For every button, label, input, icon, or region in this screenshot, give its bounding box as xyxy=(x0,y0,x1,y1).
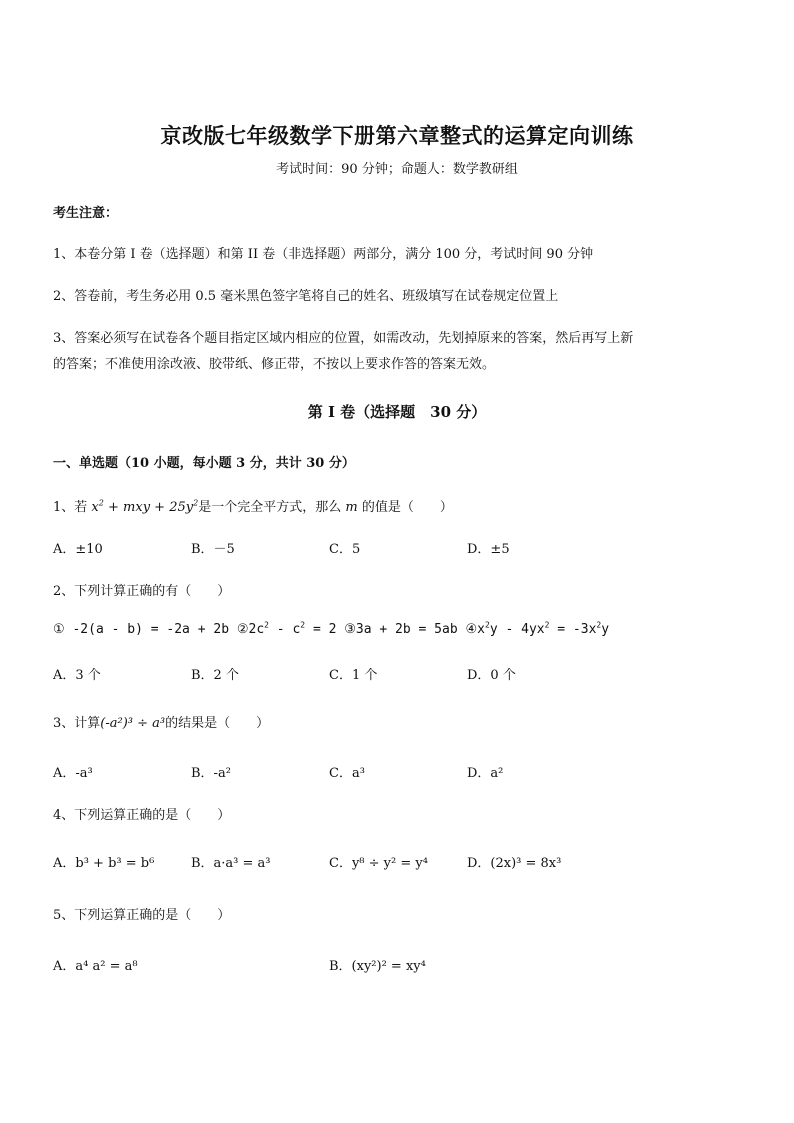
question-3-option-a[interactable]: A．-a³ xyxy=(53,766,93,781)
question-1-option-b[interactable]: B．－5 xyxy=(191,542,235,557)
document-title: 京改版七年级数学下册第六章整式的运算定向训练 xyxy=(160,123,634,148)
question-4-option-d[interactable]: D．(2x)³ = 8x³ xyxy=(467,856,562,871)
question-5-option-b[interactable]: B．(xy²)² = xy⁴ xyxy=(329,959,426,974)
question-4-option-a[interactable]: A．b³ + b³ = b⁶ xyxy=(53,856,155,871)
question-3-option-b[interactable]: B．-a² xyxy=(191,766,231,781)
question-1-option-a[interactable]: A．±10 xyxy=(53,542,103,557)
question-1-option-d[interactable]: D．±5 xyxy=(467,542,510,557)
question-3-option-d[interactable]: D．a² xyxy=(467,766,504,781)
part-heading: 一、单选题（10 小题，每小题 3 分，共计 30 分） xyxy=(53,456,355,471)
question-1-option-c[interactable]: C．5 xyxy=(329,542,361,557)
expression-3: ③3a + 2b = 5ab xyxy=(344,622,458,637)
question-3-option-c[interactable]: C．a³ xyxy=(329,766,365,781)
notice-item-3: 3、答案必须写在试卷各个题目指定区域内相应的位置，如需改动，先划掉原来的答案，然后再写上新 xyxy=(53,331,634,346)
question-1-stem: 1、若 $x^2$ + mxy + $25y^2$是一个完全平方式，那么 m 的值是（ ） xyxy=(53,498,453,515)
notice-item-2: 2、答卷前，考生务必用 0.5 毫米黑色签字笔将自己的姓名、班级填写在试卷规定位置上 xyxy=(53,289,559,304)
notice-item-3-continued: 的答案；不准使用涂改液、胶带纸、修正带，不按以上要求作答的答案无效。 xyxy=(53,357,496,372)
question-1-expression: $x^2$ + mxy + $25y^2$ xyxy=(91,498,199,515)
question-5-option-a[interactable]: A．a⁴ a² = a⁸ xyxy=(53,959,138,974)
expression-1: ① -2(a - b) = -2a + 2b xyxy=(53,622,230,637)
question-4-option-b[interactable]: B．a·a³ = a³ xyxy=(191,856,271,871)
question-2-stem: 2、下列计算正确的有（ ） xyxy=(53,584,231,599)
question-3-stem: 3、计算(-a²)³ ÷ a³的结果是（ ） xyxy=(53,716,270,731)
exam-subtitle: 考试时间：90 分钟；命题人：数学教研组 xyxy=(276,162,518,177)
expression-4: $④x^2y - 4yx^2 = -3x^2y$ xyxy=(465,620,610,637)
question-2-expressions xyxy=(53,622,609,637)
question-2-option-b[interactable]: B．2 个 xyxy=(191,668,239,683)
question-4-option-c[interactable]: C．y⁸ ÷ y² = y⁴ xyxy=(329,856,428,871)
question-3-expression: (-a²)³ ÷ a³ xyxy=(100,716,166,731)
question-2-option-c[interactable]: C．1 个 xyxy=(329,668,378,683)
question-4-stem: 4、下列运算正确的是（ ） xyxy=(53,808,231,823)
question-2-option-a[interactable]: A．3 个 xyxy=(53,668,101,683)
question-5-stem: 5、下列运算正确的是（ ） xyxy=(53,908,231,923)
question-2-option-d[interactable]: D．0 个 xyxy=(467,668,516,683)
notice-item-1: 1、本卷分第 I 卷（选择题）和第 II 卷（非选择题）两部分，满分 100 分，考试时间 90 分钟 xyxy=(53,247,594,262)
section-heading: 第 I 卷（选择题 30 分） xyxy=(307,403,487,421)
notice-heading: 考生注意： xyxy=(53,206,119,221)
expression-2: $②2c^2 - c^2 = 2$ xyxy=(236,620,337,637)
